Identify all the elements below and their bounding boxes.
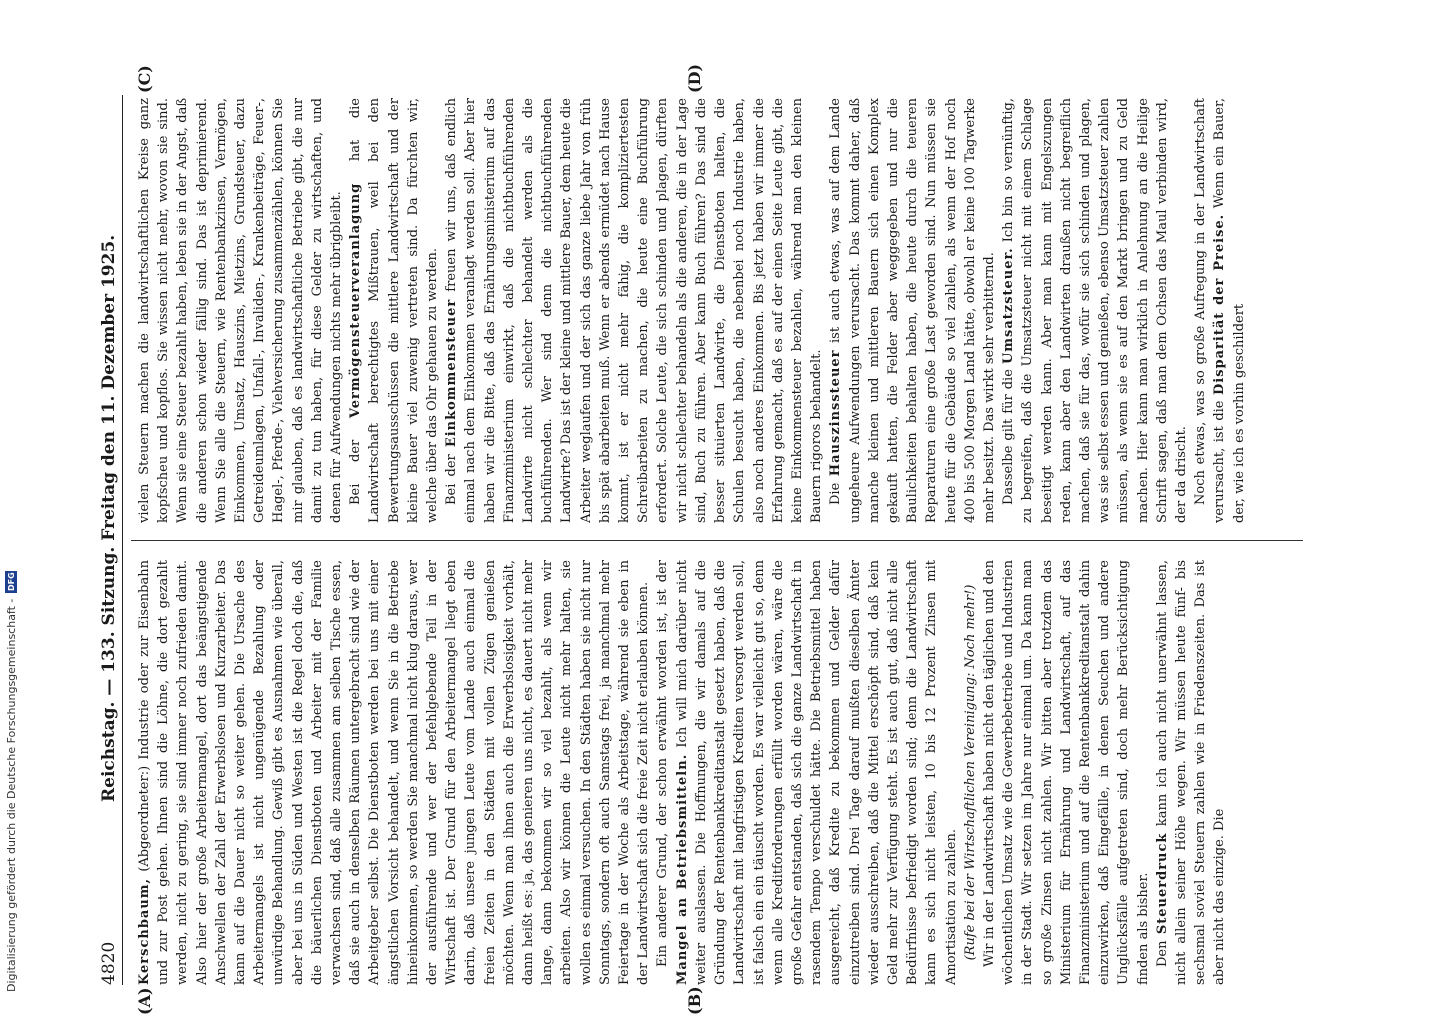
paragraph <box>442 98 826 523</box>
right-column <box>135 98 1305 523</box>
credit-text: Digitalisierung gefördert durch die Deutsche Forschungsgemeinschaft - <box>4 598 18 992</box>
dfg-logo: DFG <box>6 572 16 591</box>
paragraph-text: ist auch etwas, was auf dem Lande ungeheure Aufwendungen verursacht. Das kommt daher, daß manche kleinen und mittleren Bauern sich einen Komplex gekauft hatten, die Felder aber weggegeben und nur die Baulichkeiten behalten haben, die heute durch die teueren Reparaturen eine große Last geworden sind. Nun müssen sie heute für die Gebäude so viel zahlen, als wenn der Hof noch 400 bis 500 Morgen Land hätte, obwohl er keine 100 Tagwerke mehr besitzt. Das wirkt sehr verbitternd. <box>828 98 997 523</box>
interjection-note: (Rufe bei der Wirtschaftlichen Vereinigung: Noch mehr!) <box>962 584 978 961</box>
paragraph-text: freuen wir uns, daß endlich einmal nach dem Einkommen veranlagt werden soll. Aber hier haben wir die Bitte, daß das Ernährungsministerium auf das Finanzministerium einwirkt, daß die nichtbuchführenden Landwirte nicht schlechter behandelt werden als die buchführenden. Wer sind denn die nichtbuchführenden Landwirte? Das ist der kleine und mittlere Bauer, dem heute die Arbeiter weglaufen und der sich das ganze liebe Jahr von früh bis spät abarbeiten muß. Wenn er abends ermüdet nach Hause kommt, ist er nicht mehr fähig, die kompliziertesten Schreibarbeiten zu machen, die heute eine Buchführung erfordert. Solche Leute, die sich schinden und plagen, dürften wir nicht schlechter behandeln als die anderen, die in der Lage sind, Buch zu führen. Aber kann Buch führen? Das sind die besser situierten Landwirte, die Dienstboten halten, die Schulen besucht haben, die nebenbei noch Industrie haben, also noch anderes Einkommen. Bis jetzt haben wir immer die Erfahrung gemacht, daß es auf der einen Seite Leute gibt, die keine Einkommensteuer bezahlen, während man den kleinen Bauern rigoros behandelt. <box>444 98 825 523</box>
speaker-line: Kerschbaum, (Abgeordneter:) Industrie oder zur Eisenbahn und zur Post gehen. Ihnen sind die Löhne, die dort gezahlt werden, nicht zu gering, sie sind immer noch zufrieden damit. Also hier der große Arbeitermangel, dort das beängstigende Anschwellen der Zahl der Erwerbslosen und Kurzarbeiter. Das kann auf die Dauer nicht so weiter gehen. Die Ursache des Arbeitermangels ist nicht ungenügende Bezahlung oder unwürdige Behandlung. Gewiß gibt es Ausnahmen wie überall, aber bei uns in Süden und Westen ist die Regel doch die, daß die bäuerlichen Dienstboten und Arbeiter mit der Familie verwachsen sind, daß alle zusammen am selben Tische essen, daß sie auch in denselben Räumen untergebracht sind wie der Arbeitgeber selbst. Die Dienstboten werden bei uns mit einer ängstlichen Vorsicht behandelt, und wenn Sie in die Betriebe hineinkommen, so werden Sie manchmal nicht klug daraus, wer der ausführende und wer der befehlgebende Teil in der Wirtschaft ist. Der Grund für den Arbeitermangel liegt eben darin, daß unsere jungen Leute vom Lande auch einmal die freien Zeiten in den Städten mit vollen Zügen genießen möchten. Wenn man ihnen auch die Erwerbslosigkeit vorhält, dann heißt es: ja, das genieren uns nicht, es dauert nicht mehr lange, dann bekommen wir so viel bezahlt, als wenn wir arbeiten. Also wir können die Leute nicht mehr halten, sie wollen es einmal versuchen. In den Städten haben sie nicht nur Sonntags, sondern oft auch Samstags frei, ja manchmal mehr Feiertage in der Woche als Arbeitstage, während sie eben in der Landwirtschaft sich die freie Zeit nicht erlauben können. <box>137 560 652 985</box>
margin-marker-a: (A) <box>135 987 154 1015</box>
paragraph-text: Ich bin so vernünftig, zu begreifen, daß die Umsatzsteuer nicht mit einem Schlage beseitigt werden kann. Aber man kann mit Engelszungen reden, kann aber den Landwirten draußen nicht begreiflich machen, daß sie für das, wofür sie sich schinden und plagen, was sie selbst essen und genießen, ebenso Umsatzsteuer zahlen müssen, als wenn sie es auf den Markt bringen und zu Geld machen. Hier kann man wirklich in Anlehnung an die Heilige Schrift sagen, daß man dem Ochsen das Maul verbinden wird, der da drischt. <box>1001 98 1189 523</box>
margin-marker-b: (B) <box>685 986 704 1015</box>
paragraph-text: Bei der <box>348 439 364 505</box>
paragraph <box>1153 560 1230 985</box>
left-column <box>135 560 1305 985</box>
paragraph-text: Industrie oder zur Eisenbahn und zur Post gehen. Ihnen sind die Löhne, die dort gezahlt werden, nicht zu gering, sie sind immer noch zufrieden damit. Also hier der große Arbeitermangel, dort das beängstigende Anschwellen der Zahl der Erwerbslosen und Kurzarbeiter. Das kann auf die Dauer nicht so weiter gehen. Die Ursache des Arbeitermangels ist nicht ungenügende Bezahlung oder unwürdige Behandlung. Gewiß gibt es Ausnahmen wie überall, aber bei uns in Süden und Westen ist die Regel doch die, daß die bäuerlichen Dienstboten und Arbeiter mit der Familie verwachsen sind, daß alle zusammen am selben Tische essen, daß sie auch in denselben Räumen untergebracht sind wie der Arbeitgeber selbst. Die Dienstboten werden bei uns mit einer ängstlichen Vorsicht behandelt, und wenn Sie in die Betriebe hineinkommen, so werden Sie manchmal nicht klug daraus, wer der ausführende und wer der befehlgebende Teil in der Wirtschaft ist. Der Grund für den Arbeitermangel liegt eben darin, daß unsere jungen Leute vom Lande auch einmal die freien Zeiten in den Städten mit vollen Zügen genießen möchten. Wenn man ihnen auch die Erwerbslosigkeit vorhält, dann heißt es: ja, das genieren uns nicht, es dauert nicht mehr lange, dann bekommen wir so viel bezahlt, als wenn wir arbeiten. Also wir können die Leute nicht mehr halten, sie wollen es einmal versuchen. In den Städten haben sie nicht nur Sonntags, sondern oft auch Samstags frei, ja manchmal mehr Feiertage in der Woche als Arbeitstage, während sie eben in der Landwirtschaft sich die freie Zeit nicht erlauben können. <box>137 560 652 985</box>
column-divider <box>131 540 1303 541</box>
paragraph-text: Den <box>1154 940 1170 967</box>
margin-marker-c: (C) <box>135 65 154 93</box>
paragraph-text: Noch etwas, was so große Aufregung in der Landwirtschaft verursacht, ist die <box>1193 98 1228 523</box>
paragraph <box>346 98 442 523</box>
paragraph-text: Ein anderer Grund, der schon erwähnt worden ist, ist der <box>655 560 671 967</box>
speaker-name: Kerschbaum, <box>137 877 152 985</box>
page-number: 4820 <box>99 941 119 985</box>
paragraph <box>1191 98 1249 523</box>
digitization-credit <box>0 0 22 1000</box>
paragraph-text: kann ich auch nicht unerwähnt lassen, nicht allein seiner Höhe wegen. Wir müssen heute fünf- bis sechsmal soviel Steuern zahlen wie in Friedenszeiten. Das ist aber nicht das einzige. Die <box>1154 560 1228 985</box>
emphasized-term: Vermögensteuerveranlagung <box>348 182 364 419</box>
paragraph-text: Dasselbe gilt für die <box>1001 369 1017 505</box>
emphasized-term: Steuerdruck <box>1154 832 1170 935</box>
paragraph <box>999 98 1191 523</box>
paragraph <box>826 98 999 523</box>
paragraph-text: Die <box>828 482 844 505</box>
paragraph-text: hat die Landwirtschaft berechtigtes Mißtrauen, weil bei den Bewertungsausschüssen die mittlere Landwirtschaft und der kleine Bauer viel zuwenig vertreten sind. Da fürchten wir, welche über das Ohr gehauen zu werden. <box>348 98 441 523</box>
document-page <box>95 63 1310 1015</box>
emphasized-term: Hauszinssteuer <box>828 349 844 477</box>
emphasized-term: Disparität der Preise. <box>1212 213 1228 395</box>
paragraph <box>653 560 960 985</box>
emphasized-term: Umsatzsteuer. <box>1001 247 1017 365</box>
paragraph: vielen Steuern machen die landwirtschaftlichen Kreise ganz kopfscheu und kopflos. Sie wissen nicht mehr, wovon sie sind. Wenn sie eine Steuer bezahlt haben, leben sie in der Angst, daß die anderen schon wieder fällig sind. Das ist deprimierend. Wenn Sie alle die Steuern, wie Rentenbankzinsen, Vermögen, Einkommen, Umsatz, Hauszins, Mietzins, Grundsteuer, dazu Getreideumlagen, Unfall-, Invaliden-, Krankenbeiträge, Feuer-, Hagel-, Pferde-, Viehversicherung zusammenzählen, können Sie mir glauben, daß es landwirtschaftliche Betriebe gibt, die nur damit zu tun haben, für diese Gelder zu wirtschaften, und denen für Aufwendungen nichts mehr übrigbleibt. <box>137 98 345 523</box>
margin-marker-d: (D) <box>685 63 704 93</box>
page-header <box>95 95 123 985</box>
paragraph-text: Bei der <box>444 454 460 505</box>
paragraph-text: Wenn ein Bauer, der, wie ich es vorhin geschildert <box>1212 98 1247 523</box>
paragraph: Wir in der Landwirtschaft haben nicht den täglichen und den wöchentlichen Umsatz wie die Gewerbebetriebe und Industrien in der Stadt. Wir setzen im Jahre nur einmal um. Da kann man so große Zinsen nicht zahlen. Wir bitten aber trotzdem das Ministerium für Ernährung und Landwirtschaft, auf das Finanzministerium und auf die Rentenbankkreditanstalt dahin einzuwirken, daß Eingefälle, in denen Seuchen und andere Unglücksfälle aufgetreten sind, doch mehr Berücksichtigung finden als bisher. <box>981 560 1151 985</box>
paragraph-text: Ich will mich darüber nicht weiter auslassen. Die Hoffnungen, die wir damals auf die Gründung der Rentenbankkreditanstalt gesetzt haben, daß die Landwirtschaft mit langfristigen Krediten versorgt werden soll, ist falsch ein ein täuscht worden. Es war vielleicht gut so, denn wenn alle Kreditforderungen erfüllt worden wären, wäre die große Gefahr entstanden, daß sich die ganze Landwirtschaft in rasendem Tempo verschuldet hätte. Die Betriebsmittel haben ausgereicht, daß Kredite zu bekommen und Gelder dafür einzutreiben sind. Drei Tage darauf mußten dieselben Ämter wieder ausschreiben, daß die Mittel erschöpft sind, daß kein Geld mehr zur Verfügung steht. Es ist auch gut, daß nicht alle Bedürfnisse befriedigt worden sind; denn die Landwirtschaft kann es sich nicht leisten, 10 bis 12 Prozent Zinsen mit Amortisation zu zahlen. <box>674 560 959 985</box>
page-title: Reichstag. — 133. Sitzung. Freitag den 11. Dezember 1925. <box>99 234 119 802</box>
speaker-role: Abgeordneter: <box>137 770 152 867</box>
emphasized-term: Mangel an Betriebsmitteln. <box>674 753 690 985</box>
emphasized-term: Einkommensteuer <box>444 298 460 448</box>
